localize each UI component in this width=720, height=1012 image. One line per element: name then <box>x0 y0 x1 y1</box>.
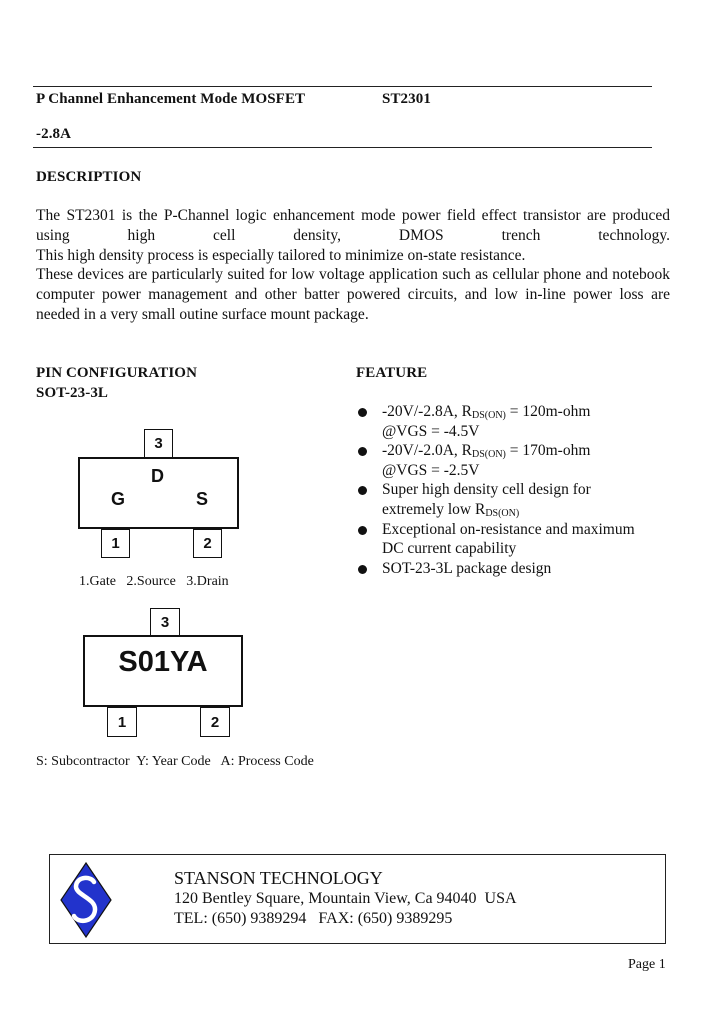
top-rule <box>33 86 652 87</box>
description-heading: DESCRIPTION <box>36 169 142 185</box>
pin-1-box: 1 <box>101 529 130 558</box>
bullet-icon <box>358 447 367 456</box>
pin-label-gate: G <box>111 489 126 509</box>
marking-pin-1-box: 1 <box>107 707 137 737</box>
marking-pin-3-box: 3 <box>150 608 180 636</box>
list-item: -20V/-2.0A, $R_{DS(ON)} = 170m-ohm$ @VGS = -2.5V <box>356 441 676 480</box>
list-item: Exceptional on-resistance and maximum DC current capability <box>356 520 676 559</box>
company-address: 120 Bentley Square, Mountain View, Ca 94040 USA <box>174 890 517 907</box>
pin-3-box: 3 <box>144 429 173 458</box>
bullet-icon <box>358 408 367 417</box>
package-name: SOT-23-3L <box>36 385 109 401</box>
pin-legend: 1.Gate 2.Source 3.Drain <box>79 574 229 589</box>
header-bottom-rule <box>33 147 652 148</box>
pin-2-box: 2 <box>193 529 222 558</box>
description-paragraph: These devices are particularly suited for low voltage application such as cellular phone and notebook computer power management and other batter powered circuits, and low in-line power loss are needed in a very small outine surface mount package. <box>36 266 670 323</box>
company-contact: TEL: (650) 9389294 FAX: (650) 9389295 <box>174 910 453 927</box>
bullet-icon <box>358 486 367 495</box>
marking-code: S01YA <box>118 646 208 678</box>
stanson-logo-icon <box>60 862 112 938</box>
company-name: STANSON TECHNOLOGY <box>174 868 383 888</box>
pin-label-drain: D <box>151 466 164 486</box>
pin-label-source: S <box>196 489 209 509</box>
part-number: ST2301 <box>382 91 431 107</box>
feature-list <box>356 402 676 578</box>
pin-config-heading: PIN CONFIGURATION <box>36 365 198 381</box>
description-body <box>36 206 670 325</box>
bullet-icon <box>358 565 367 574</box>
description-paragraph: The ST2301 is the P-Channel logic enhancement mode power field effect transistor are produced using high cell density, DMOS trench technology. <box>36 207 670 244</box>
list-item: Super high density cell design for extremely low $R_{DS(ON)}$ <box>356 480 676 519</box>
list-item: -20V/-2.8A, $R_{DS(ON)} = 120m-ohm$ @VGS = -4.5V <box>356 402 676 441</box>
marking-pin-2-box: 2 <box>200 707 230 737</box>
list-item: SOT-23-3L package design <box>356 559 676 579</box>
document-title: P Channel Enhancement Mode MOSFET <box>36 91 306 107</box>
bullet-icon <box>358 526 367 535</box>
current-rating: -2.8A <box>36 126 72 142</box>
feature-heading: FEATURE <box>356 365 428 381</box>
page-number: Page 1 <box>628 957 666 972</box>
company-box <box>49 854 666 944</box>
marking-legend: S: Subcontractor Y: Year Code A: Process Code <box>36 754 314 769</box>
description-paragraph: This high density process is especially tailored to minimize on-state resistance. <box>36 246 526 264</box>
